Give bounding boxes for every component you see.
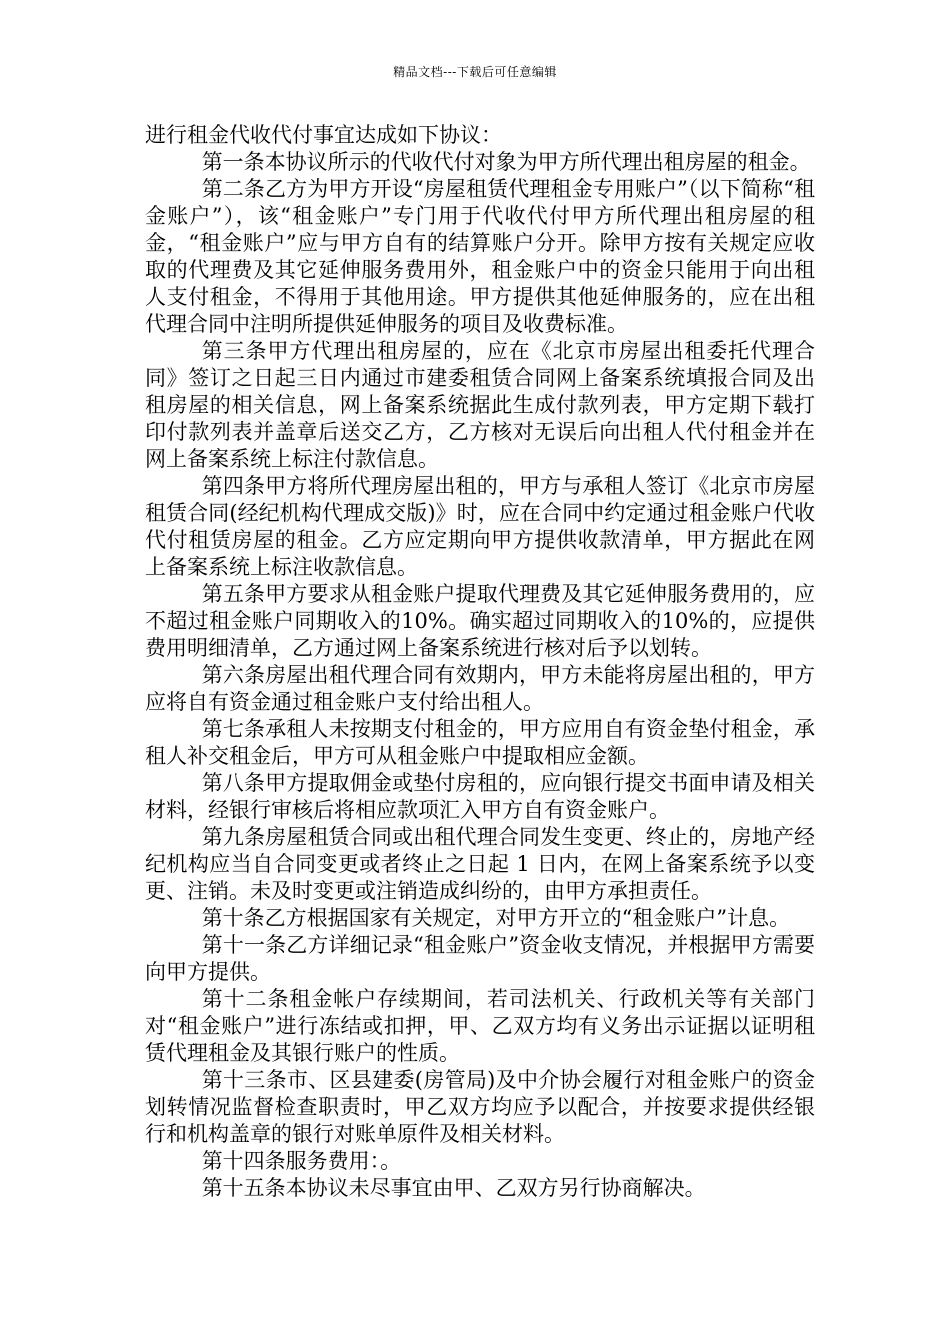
article-4-paragraph: 第四条甲方将所代理房屋出租的，甲方与承租人签订《北京市房屋租赁合同(经纪机构代理成交版)》时，应在合同中约定通过租金账户代收代付租赁房屋的租金。乙方应定期向甲方提供收款清单，甲方据此在网上备案系统上标注收款信息。 [145, 474, 815, 579]
article-15-paragraph: 第十五条本协议未尽事宜由甲、乙双方另行协商解决。 [201, 1176, 706, 1200]
agreement-body [145, 122, 815, 1202]
article-10-paragraph: 第十条乙方根据国家有关规定，对甲方开立的“租金账户”计息。 [201, 906, 791, 930]
article-13-paragraph: 第十三条市、区县建委(房管局)及中介协会履行对租金账户的资金划转情况监督检查职责时，甲乙双方均应予以配合，并按要求提供经银行和机构盖章的银行对账单原件及相关材料。 [145, 1068, 815, 1146]
article-14-paragraph: 第十四条服务费用：。 [201, 1149, 402, 1173]
article-5-paragraph: 第五条甲方要求从租金账户提取代理费及其它延伸服务费用的，应不超过租金账户同期收入的10%。确实超过同期收入的10%的，应提供费用明细清单，乙方通过网上备案系统进行核对后予以划转。 [145, 582, 815, 660]
article-8-paragraph: 第八条甲方提取佣金或垫付房租的，应向银行提交书面申请及相关材料，经银行审核后将相应款项汇入甲方自有资金账户。 [145, 771, 815, 822]
article-9-paragraph: 第九条房屋租赁合同或出租代理合同发生变更、终止的，房地产经纪机构应当自合同变更或者终止之日起 1 日内，在网上备案系统予以变更、注销。未及时变更或注销造成纠纷的，由甲方承担责任。 [145, 825, 815, 903]
article-11-paragraph: 第十一条乙方详细记录“租金账户”资金收支情况，并根据甲方需要向甲方提供。 [145, 933, 815, 984]
article-2-paragraph: 第二条乙方为甲方开设“房屋租赁代理租金专用账户”（以下简称“租金账户”），该“租金账户”专门用于代收代付甲方所代理出租房屋的租金，“租金账户”应与甲方自有的结算账户分开。除甲方按有关规定应收取的代理费及其它延伸服务费用外，租金账户中的资金只能用于向出租人支付租金，不得用于其他用途。甲方提供其他延伸服务的，应在出租代理合同中注明所提供延伸服务的项目及收费标准。 [145, 177, 815, 336]
article-12-paragraph: 第十二条租金帐户存续期间，若司法机关、行政机关等有关部门对“租金账户”进行冻结或扣押，甲、乙双方均有义务出示证据以证明租赁代理租金及其银行账户的性质。 [145, 987, 815, 1065]
article-3-paragraph: 第三条甲方代理出租房屋的，应在《北京市房屋出租委托代理合同》签订之日起三日内通过市建委租赁合同网上备案系统填报合同及出租房屋的相关信息，网上备案系统据此生成付款列表，甲方定期下载打印付款列表并盖章后送交乙方，乙方核对无误后向出租人代付租金并在网上备案系统上标注付款信息。 [145, 339, 815, 471]
article-1-paragraph: 第一条本协议所示的代收代付对象为甲方所代理出租房屋的租金。 [201, 150, 811, 174]
article-6-paragraph: 第六条房屋出租代理合同有效期内，甲方未能将房屋出租的，甲方应将自有资金通过租金账户支付给出租人。 [145, 663, 815, 714]
intro-paragraph: 进行租金代收代付事宜达成如下协议： [145, 123, 502, 147]
article-7-paragraph: 第七条承租人未按期支付租金的，甲方应用自有资金垫付租金，承租人补交租金后，甲方可从租金账户中提取相应金额。 [145, 717, 815, 768]
page-header: 精品文档---下载后可任意编辑 [393, 65, 557, 79]
